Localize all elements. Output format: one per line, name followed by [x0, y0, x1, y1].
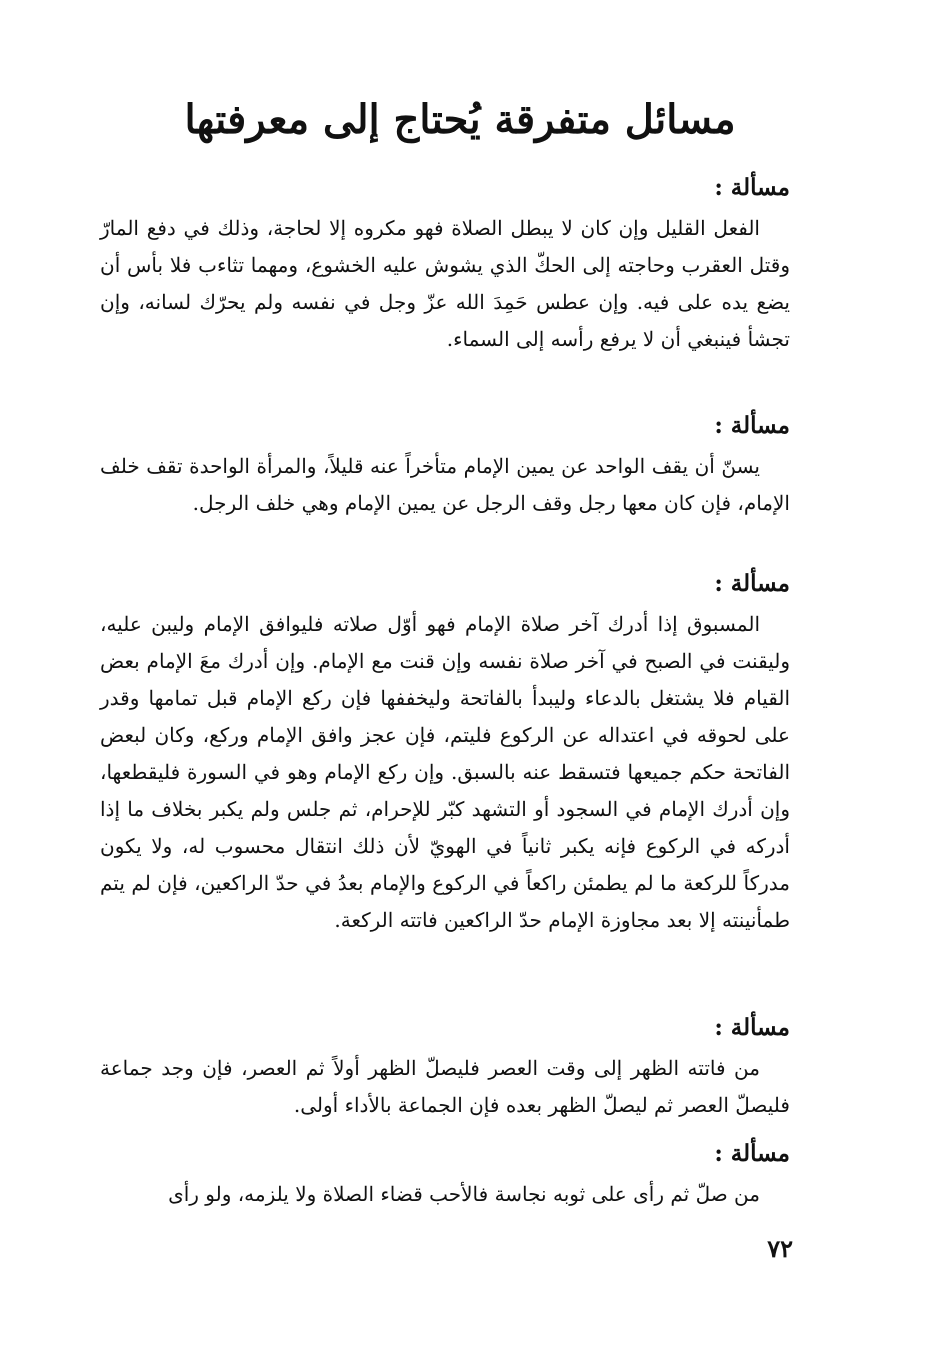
- issue-paragraph: يسنّ أن يقف الواحد عن يمين الإمام متأخراً عنه قليلاً، والمرأة الواحدة تقف خلف الإمام، فإن كان معها رجل وقف الرجل عن يمين الإمام وهي خلف الرجل.: [100, 454, 790, 515]
- issue-paragraph: من فاتته الظهر إلى وقت العصر فليصلّ الظهر أولاً ثم العصر، فإن وجد جماعة فليصلّ العصر ثم ليصلّ الظهر بعده فإن الجماعة بالأداء أولى.: [100, 1056, 790, 1117]
- page-number: ٧٢: [767, 1234, 793, 1263]
- issue-heading: مسألة :: [714, 1140, 790, 1167]
- issue-section-1: [100, 170, 790, 358]
- issue-paragraph: من صلّ ثم رأى على ثوبه نجاسة فالأحب قضاء الصلاة ولا يلزمه، ولو رأى: [168, 1182, 760, 1206]
- issue-heading: مسألة :: [714, 1014, 790, 1041]
- issue-section-3: [100, 566, 790, 939]
- issue-heading: مسألة :: [714, 174, 790, 201]
- issue-section-4: [100, 1010, 790, 1124]
- issue-paragraph: الفعل القليل وإن كان لا يبطل الصلاة فهو مكروه إلا لحاجة، وذلك في دفع المارّ وقتل العقرب وحاجته إلى الحكّ الذي يشوش عليه الخشوع، ومهما تثاءب فلا بأس أن يضع يده على فيه. وإن عطس حَمِدَ الله عزّ وجل في نفسه ولم يحرّك لسانه، وإن تجشأ فينبغي أن لا يرفع رأسه إلى السماء.: [100, 216, 790, 351]
- issue-section-2: [100, 408, 790, 522]
- issue-heading: مسألة :: [714, 570, 790, 597]
- page-title: مسائل متفرقة يُحتاج إلى معرفتها: [184, 96, 736, 143]
- issue-paragraph: المسبوق إذا أدرك آخر صلاة الإمام فهو أوّل صلاته فليوافق الإمام وليبن عليه، وليقنت في الصبح في آخر صلاة نفسه وإن قنت مع الإمام. وإن أدرك معَ الإمام بعض القيام فلا يشتغل بالدعاء وليبدأ بالفاتحة وليخففها فإن ركع الإمام قبل تمامها وقدر على لحوقه في اعتداله عن الركوع فليتم، فإن عجز وافق الإمام وركع، وكان لبعض الفاتحة حكم جميعها فتسقط عنه بالسبق. وإن ركع الإمام وهو في السورة فليقطعها، وإن أدرك الإمام في السجود أو التشهد كبّر للإحرام، ثم جلس ولم يكبر بخلاف ما إذا أدركه في الركوع فإنه يكبر ثانياً في الهويّ لأن ذلك انتقال محسوب له، ولا يكون مدركاً للركعة ما لم يطمئن راكعاً في الركوع والإمام بعدُ في حدّ الراكعين، فإن لم يتم طمأنينته إلا بعد مجاوزة الإمام حدّ الراكعين فاتته الركعة.: [100, 612, 790, 932]
- issue-heading: مسألة :: [714, 412, 790, 439]
- issue-section-5: [100, 1136, 790, 1213]
